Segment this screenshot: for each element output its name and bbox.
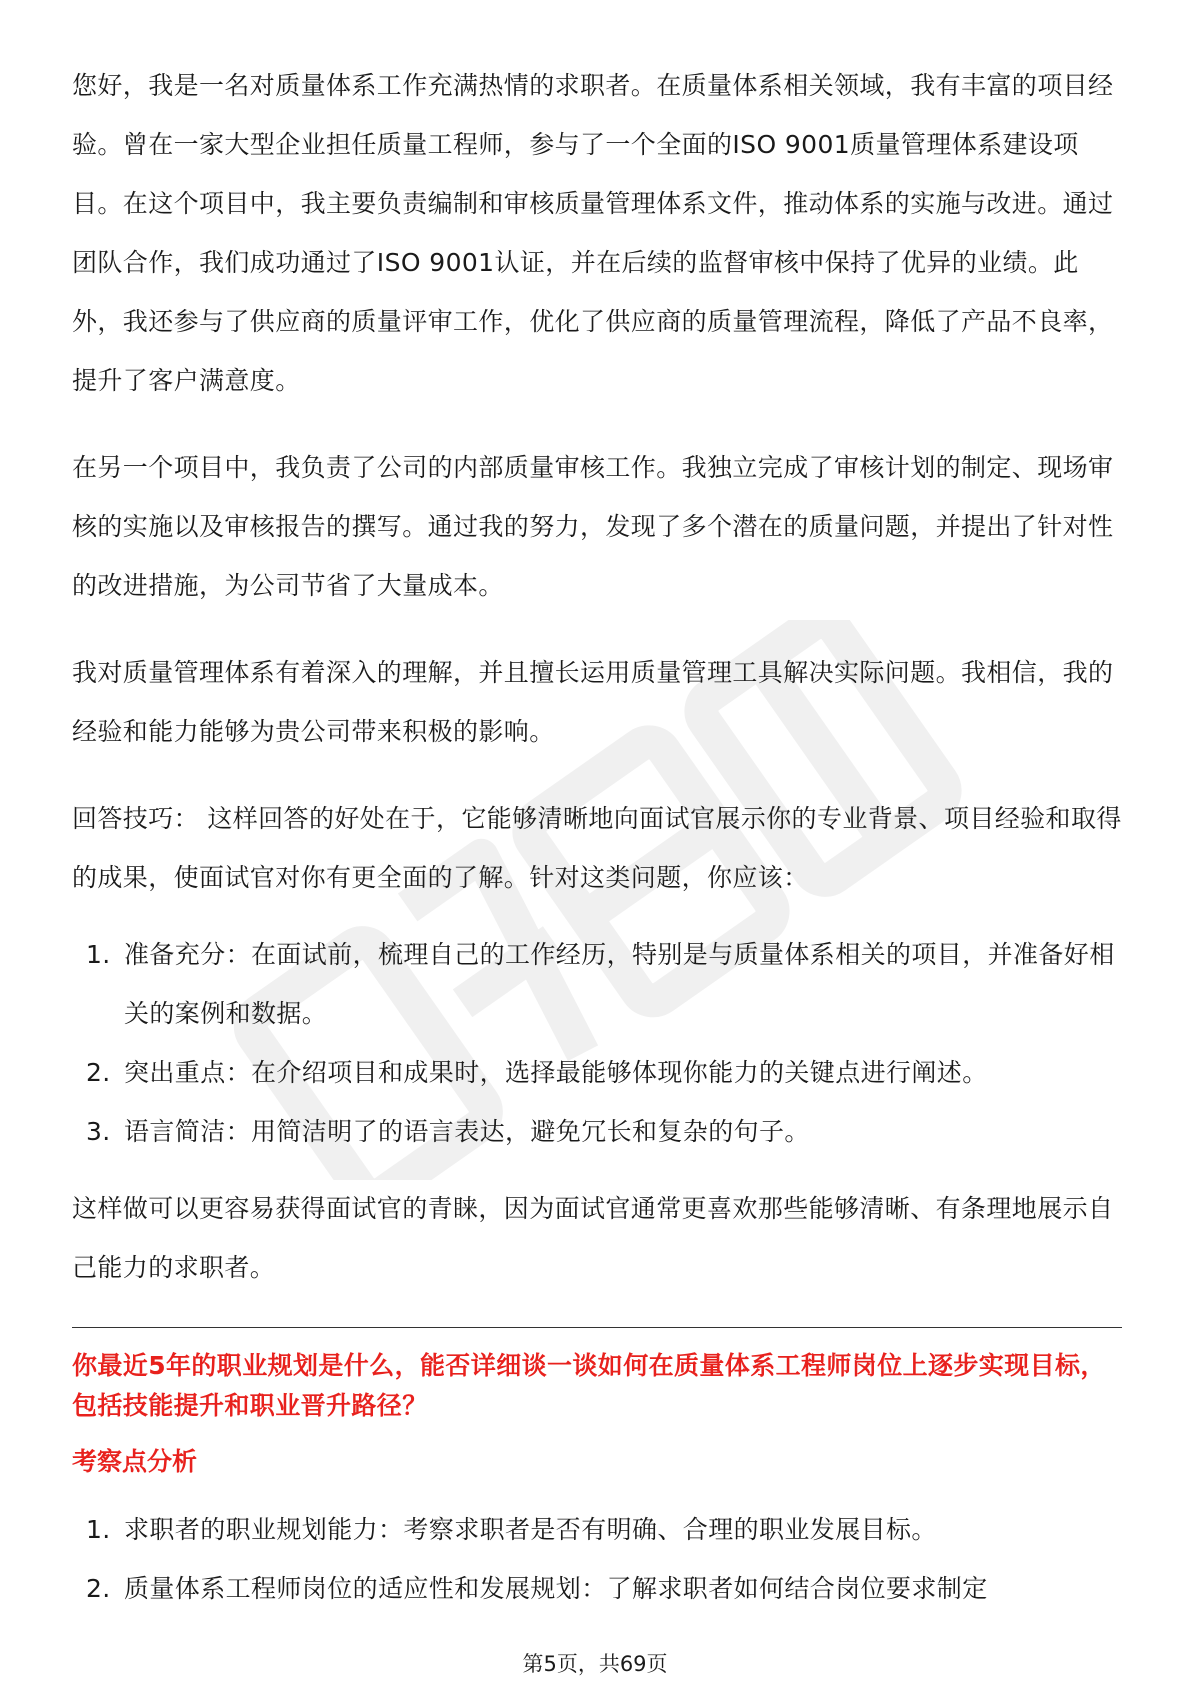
list-number: 2. [86, 1574, 111, 1603]
list-text: 语言简洁：用简洁明了的语言表达，避免冗长和复杂的句子。 [124, 1117, 810, 1146]
list-text: 质量体系工程师岗位的适应性和发展规划：了解求职者如何结合岗位要求制定 [124, 1574, 988, 1603]
document-page [72, 56, 1122, 1618]
interview-question: 你最近5年的职业规划是什么，能否详细谈一谈如何在质量体系工程师岗位上逐步实现目标，包括技能提升和职业晋升路径？ [72, 1351, 1106, 1420]
section-divider [72, 1327, 1122, 1328]
list-text: 准备充分：在面试前，梳理自己的工作经历，特别是与质量体系相关的项目，并准备好相关的案例和数据。 [124, 940, 1115, 1028]
list-text: 突出重点：在介绍项目和成果时，选择最能够体现你能力的关键点进行阐述。 [124, 1058, 988, 1087]
list-item [72, 1500, 1122, 1559]
list-item [72, 1559, 1122, 1618]
analysis-list [72, 1500, 1122, 1618]
answer-paragraph-1: 您好，我是一名对质量体系工作充满热情的求职者。在质量体系相关领域，我有丰富的项目经验。曾在一家大型企业担任质量工程师，参与了一个全面的ISO 9001质量管理体系建设项目。在这个项目中，我主要负责编制和审核质量管理体系文件，推动体系的实施与改进。通过团队合作，我们成功通过了ISO 9001认证，并在后续的监督审核中保持了优异的业绩。此外，我还参与了供应商的质量评审工作，优化了供应商的质量管理流程，降低了产品不良率，提升了客户满意度。 [72, 71, 1114, 395]
analysis-heading: 考察点分析 [72, 1447, 198, 1476]
tips-list [72, 925, 1122, 1161]
list-number: 2. [86, 1058, 111, 1087]
list-item [72, 925, 1122, 1043]
closing-paragraph: 这样做可以更容易获得面试官的青睐，因为面试官通常更喜欢那些能够清晰、有条理地展示自己能力的求职者。 [72, 1194, 1114, 1282]
answer-paragraph-3: 我对质量管理体系有着深入的理解，并且擅长运用质量管理工具解决实际问题。我相信，我的经验和能力能够为贵公司带来积极的影响。 [72, 658, 1114, 746]
list-item [72, 1102, 1122, 1161]
list-number: 1. [86, 1515, 111, 1544]
list-text: 求职者的职业规划能力：考察求职者是否有明确、合理的职业发展目标。 [124, 1515, 937, 1544]
list-number: 3. [86, 1117, 111, 1146]
answer-paragraph-2: 在另一个项目中，我负责了公司的内部质量审核工作。我独立完成了审核计划的制定、现场审核的实施以及审核报告的撰写。通过我的努力，发现了多个潜在的质量问题，并提出了针对性的改进措施，为公司节省了大量成本。 [72, 453, 1114, 600]
answer-tips-intro: 回答技巧： 这样回答的好处在于，它能够清晰地向面试官展示你的专业背景、项目经验和取得的成果，使面试官对你有更全面的了解。针对这类问题，你应该： [72, 804, 1122, 892]
list-number: 1. [86, 940, 111, 969]
page-footer: 第5页，共69页 [522, 1652, 668, 1676]
list-item [72, 1043, 1122, 1102]
